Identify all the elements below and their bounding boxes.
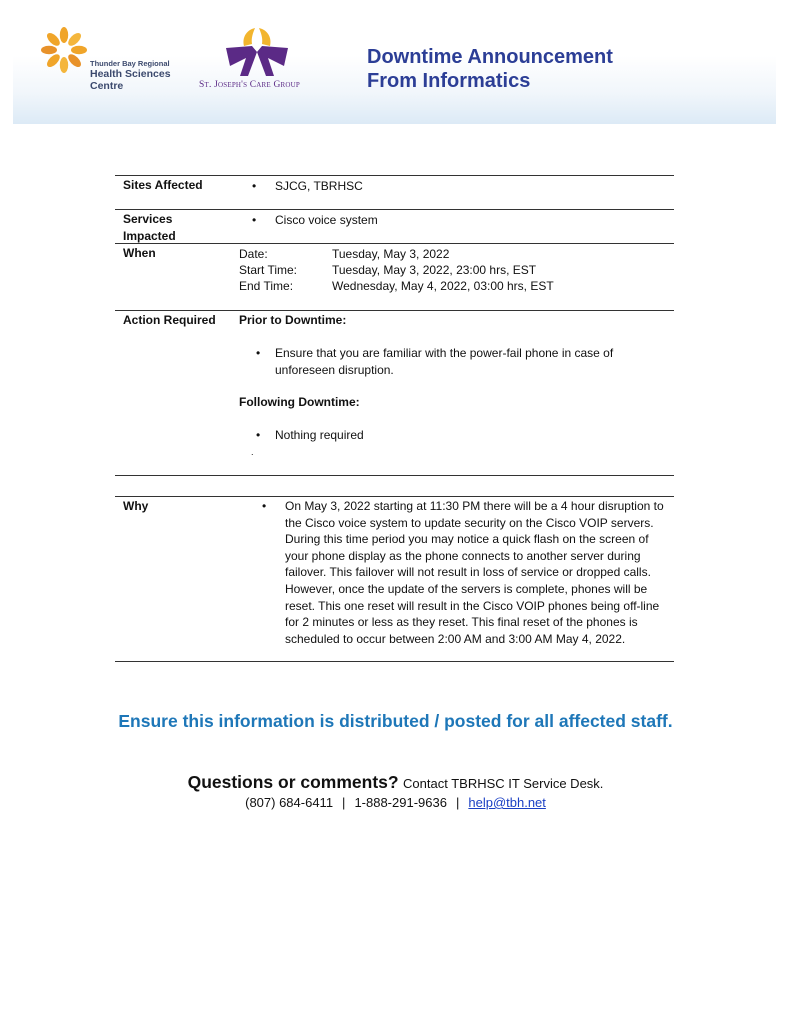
sjcg-emblem-icon — [222, 26, 292, 78]
when-label: When — [123, 246, 156, 260]
end-time-key: End Time: — [239, 279, 294, 293]
table-rule — [115, 209, 674, 210]
table-rule — [115, 243, 674, 244]
bullet-icon: • — [256, 428, 261, 442]
sjcg-logo — [196, 26, 320, 94]
bullet-icon: • — [252, 213, 257, 227]
following-downtime-item: Nothing required — [275, 428, 364, 442]
bullet-icon: • — [262, 499, 267, 513]
services-impacted-value: Cisco voice system — [275, 213, 378, 227]
separator: | — [455, 795, 460, 810]
table-rule — [115, 496, 674, 497]
start-time-key: Start Time: — [239, 263, 298, 277]
contact-line — [0, 772, 791, 793]
separator: | — [342, 795, 346, 810]
table-rule — [115, 661, 674, 662]
action-required-label: Action Required — [123, 313, 216, 327]
bullet-icon: • — [256, 346, 261, 360]
page-title — [367, 45, 613, 93]
title-line1: Downtime Announcement — [367, 46, 613, 68]
date-key: Date: — [239, 247, 268, 261]
title-line2: From Informatics — [367, 70, 531, 92]
why-text: On May 3, 2022 starting at 11:30 PM there will be a 4 hour disruption to the Cisco voice system to update security on the Cisco VOIP servers. During this time period you may notice a quick flash on the screen of your phone display as the phone connects to another server during failover. This failover will not result in loss of service or dropped calls. However, once the update of the servers is complete, phones will be reset. This one reset will result in the Cisco VOIP phones being off-line for 2 minutes or less as they reset. This final reset of the phones is scheduled to occur between 2:00 AM and 3:00 AM May 4, 2022. — [285, 499, 664, 646]
start-time-value: Tuesday, May 3, 2022, 23:00 hrs, EST — [332, 263, 537, 277]
sunburst-icon — [40, 26, 88, 74]
following-downtime-heading: Following Downtime: — [239, 395, 360, 409]
contact-details — [0, 795, 791, 810]
tbrhsc-logo-line2: Health Sciences — [90, 68, 171, 80]
table-rule — [115, 475, 674, 476]
email-link[interactable]: help@tbh.net — [468, 795, 546, 810]
phone-tollfree: 1-888-291-9636 — [354, 795, 447, 810]
bullet-icon: • — [252, 179, 257, 193]
date-value: Tuesday, May 3, 2022 — [332, 247, 450, 261]
prior-to-downtime-heading: Prior to Downtime: — [239, 313, 347, 327]
contact-text: Contact TBRHSC IT Service Desk. — [403, 776, 604, 791]
sjcg-logo-text: St. Joseph's Care Group — [199, 80, 301, 90]
tbrhsc-logo — [40, 26, 180, 96]
phone-local: (807) 684-6411 — [245, 795, 334, 810]
sites-affected-value: SJCG, TBRHSC — [275, 179, 363, 193]
stray-mark: . — [251, 447, 254, 457]
services-impacted-label-line2: Impacted — [123, 229, 176, 243]
questions-heading: Questions or comments? — [187, 772, 399, 792]
end-time-value: Wednesday, May 4, 2022, 03:00 hrs, EST — [332, 279, 554, 293]
table-rule — [115, 175, 674, 176]
tbrhsc-logo-line3: Centre — [90, 80, 124, 92]
why-label: Why — [123, 499, 149, 513]
prior-to-downtime-item: Ensure that you are familiar with the power-fail phone in case of unforeseen disruption. — [275, 346, 614, 377]
distribution-notice: Ensure this information is distributed / posted for all affected staff. — [118, 711, 673, 731]
table-rule — [115, 310, 674, 311]
services-impacted-label-line1: Services — [123, 212, 173, 226]
sites-affected-label: Sites Affected — [123, 178, 203, 192]
tbrhsc-logo-line1: Thunder Bay Regional — [90, 59, 170, 68]
